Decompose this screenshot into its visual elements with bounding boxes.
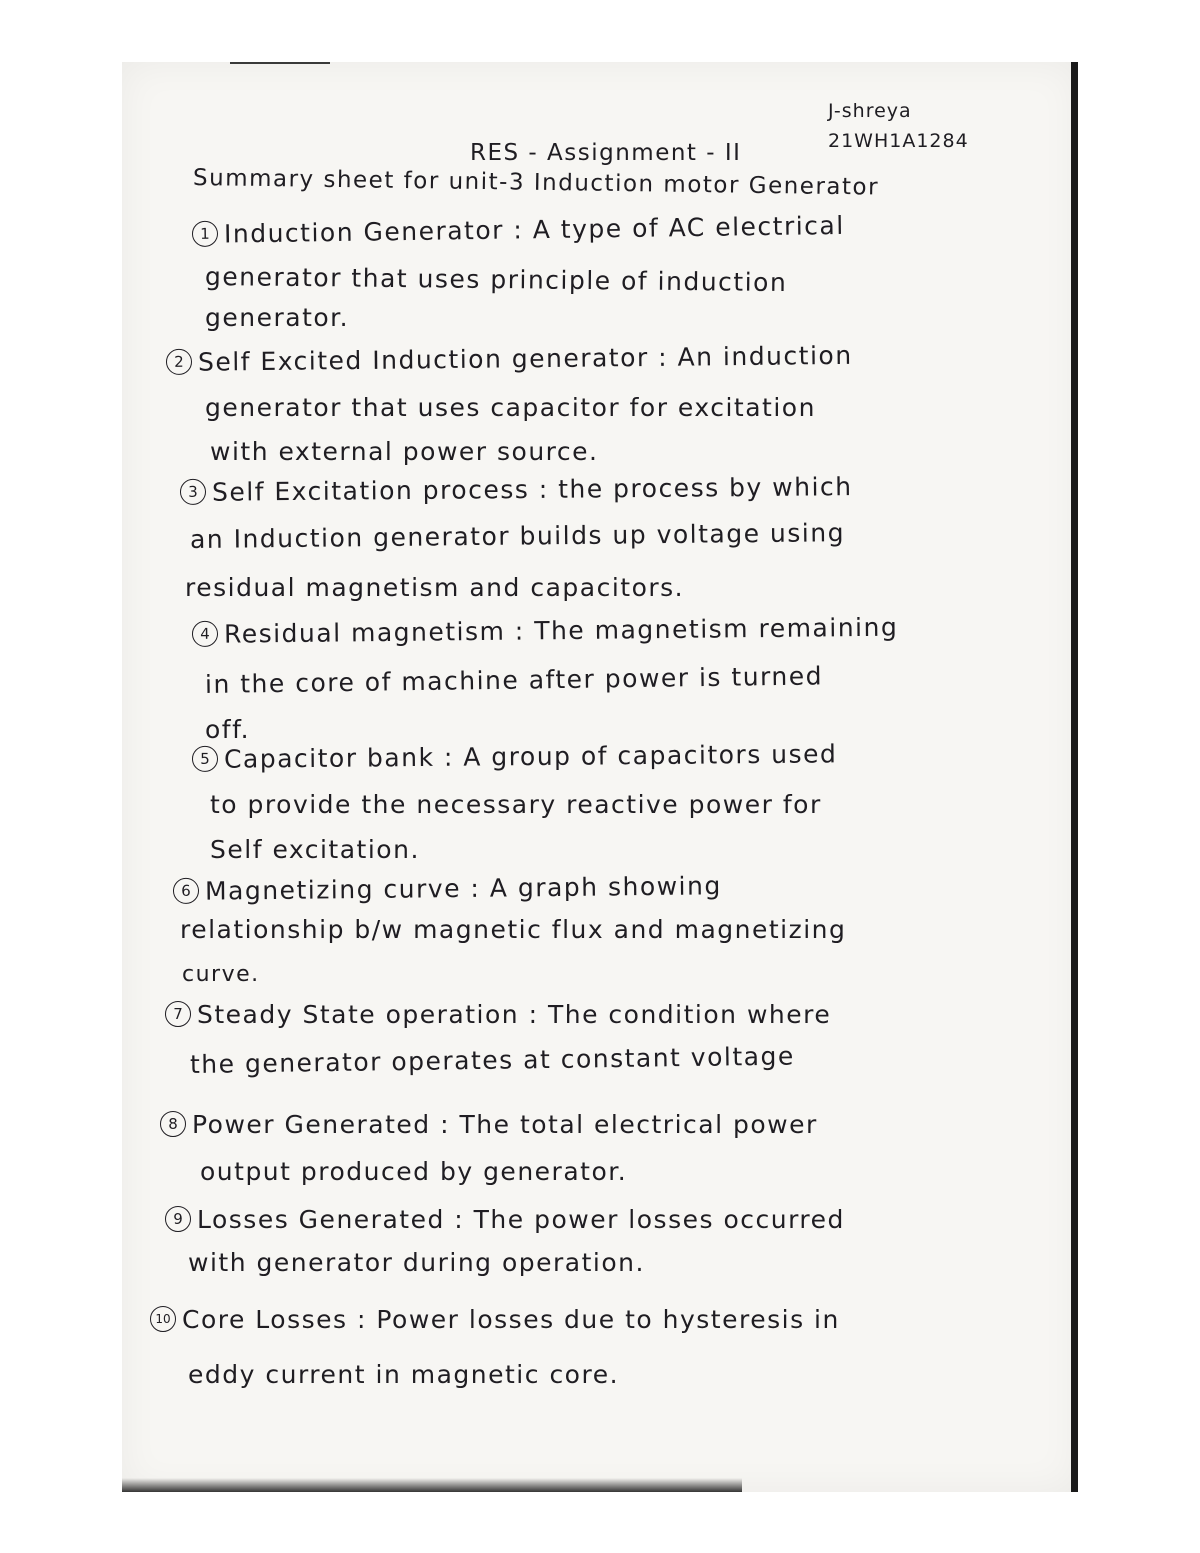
item-number-5: 5 bbox=[192, 746, 218, 772]
definition-line: eddy current in magnetic core. bbox=[188, 1360, 620, 1389]
term-capacitor-bank: Capacitor bank : bbox=[223, 742, 454, 774]
term-losses-generated: Losses Generated : bbox=[197, 1205, 465, 1234]
definition-line: curve. bbox=[182, 962, 260, 987]
list-item-7-line-1 bbox=[165, 1000, 831, 1029]
term-self-excited-induction-generator: Self Excited Induction generator : bbox=[197, 342, 669, 377]
assignment-title: RES - Assignment - II bbox=[470, 140, 742, 166]
item-number-8: 8 bbox=[160, 1111, 186, 1137]
list-item-8-line-1 bbox=[160, 1110, 818, 1139]
definition-line: in the core of machine after power is turned bbox=[204, 661, 824, 699]
item-number-1: 1 bbox=[192, 221, 218, 247]
list-item-5-line-1 bbox=[192, 739, 838, 774]
definition-line: A group of capacitors used bbox=[463, 739, 838, 772]
definition-line: with external power source. bbox=[210, 437, 599, 466]
term-self-excitation-process: Self Excitation process : bbox=[211, 474, 549, 507]
definition-line: relationship b/w magnetic flux and magnetizing bbox=[180, 915, 847, 944]
definition-line: generator. bbox=[205, 303, 350, 332]
term-residual-magnetism: Residual magnetism : bbox=[223, 616, 525, 649]
roll-number: 21WH1A1284 bbox=[828, 130, 969, 152]
item-number-3: 3 bbox=[180, 479, 206, 505]
definition-line: Power losses due to hysteresis in bbox=[376, 1305, 840, 1334]
definition-line: to provide the necessary reactive power for bbox=[210, 790, 822, 819]
definition-line: A type of AC electrical bbox=[532, 210, 845, 245]
item-number-2: 2 bbox=[166, 349, 192, 375]
term-induction-generator: Induction Generator : bbox=[223, 215, 524, 249]
definition-line: The magnetism remaining bbox=[534, 612, 899, 646]
term-power-generated: Power Generated : bbox=[192, 1110, 451, 1139]
student-name: J-shreya bbox=[828, 100, 912, 122]
list-item-6-line-1 bbox=[173, 871, 722, 906]
definition-line: The total electrical power bbox=[459, 1110, 818, 1139]
list-item-9-line-1 bbox=[165, 1205, 845, 1234]
item-number-10: 10 bbox=[150, 1306, 176, 1332]
definition-line: The power losses occurred bbox=[473, 1205, 845, 1234]
page-bottom-shadow bbox=[122, 1478, 742, 1492]
definition-line: An induction bbox=[677, 340, 853, 372]
definition-line: The condition where bbox=[547, 1000, 832, 1029]
definition-line: an Induction generator builds up voltage using bbox=[189, 518, 846, 554]
page-top-mark bbox=[230, 62, 330, 70]
definition-line: the generator operates at constant voltage bbox=[189, 1041, 795, 1079]
page-edge-shadow bbox=[1071, 62, 1078, 1492]
definition-line: the process by which bbox=[557, 472, 853, 504]
definition-line: generator that uses principle of induction bbox=[204, 262, 788, 298]
item-number-9: 9 bbox=[165, 1206, 191, 1232]
definition-line: A graph showing bbox=[489, 871, 722, 903]
list-item-3-line-1 bbox=[180, 472, 853, 507]
item-number-7: 7 bbox=[165, 1001, 191, 1027]
definition-line: Self excitation. bbox=[210, 835, 420, 864]
term-core-losses: Core Losses : bbox=[182, 1305, 367, 1334]
definition-line: output produced by generator. bbox=[200, 1157, 628, 1186]
definition-line: generator that uses capacitor for excitation bbox=[205, 393, 816, 422]
term-magnetizing-curve: Magnetizing curve : bbox=[204, 873, 481, 906]
definition-line: residual magnetism and capacitors. bbox=[185, 573, 685, 602]
item-number-4: 4 bbox=[192, 621, 218, 647]
definition-line: off. bbox=[205, 715, 251, 744]
term-steady-state-operation: Steady State operation : bbox=[197, 1000, 539, 1029]
list-item-10-line-1 bbox=[150, 1305, 840, 1334]
definition-line: with generator during operation. bbox=[188, 1248, 645, 1277]
item-number-6: 6 bbox=[173, 878, 199, 904]
summary-title: Summary sheet for unit-3 Induction motor Generator bbox=[192, 165, 880, 201]
